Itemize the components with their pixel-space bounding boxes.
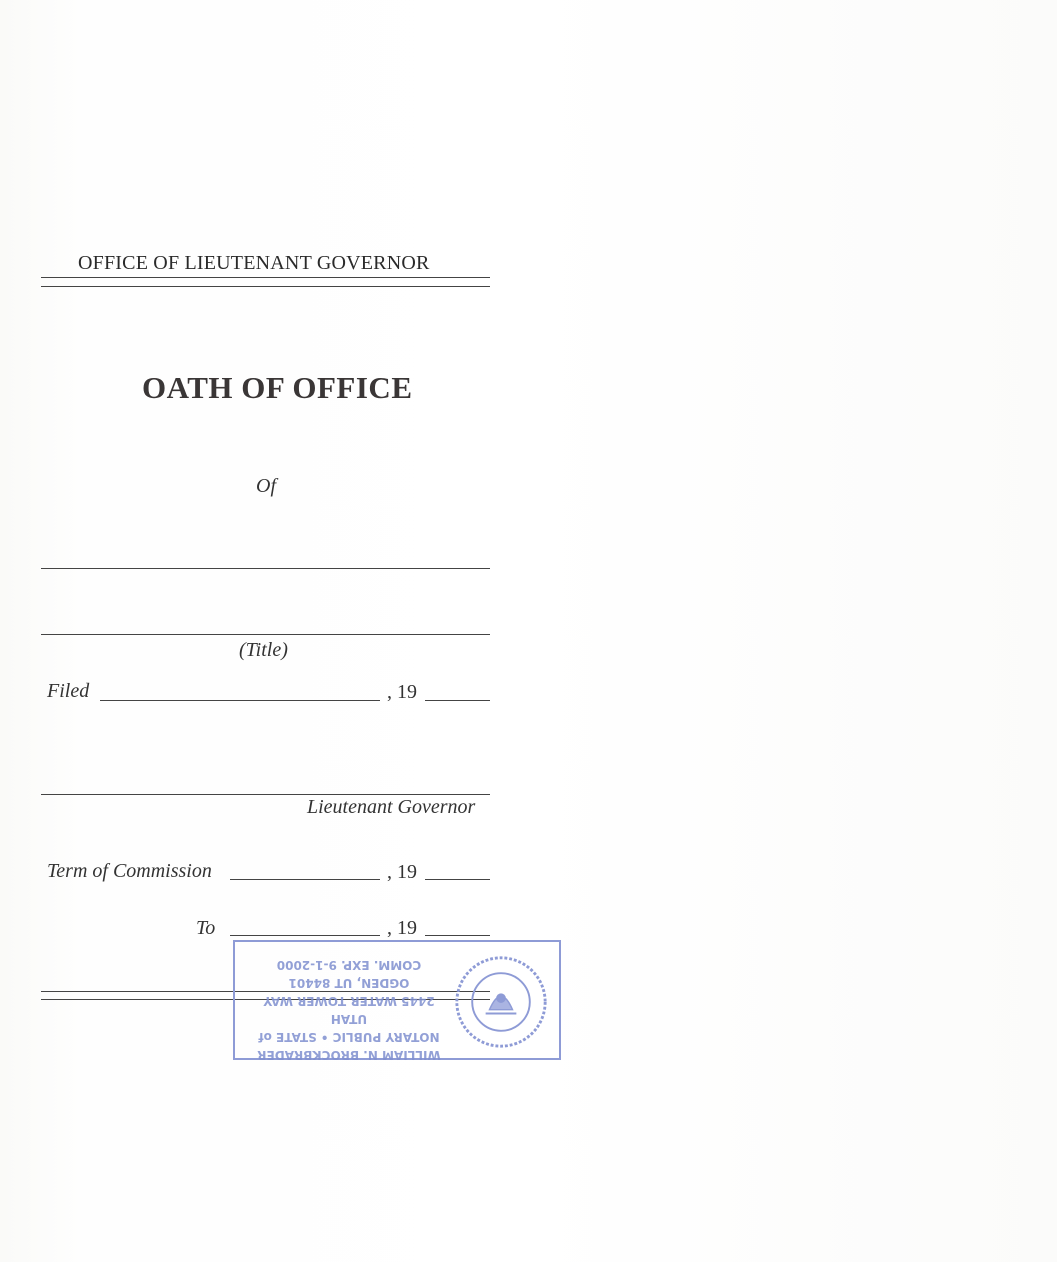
term-year-line[interactable] — [425, 879, 490, 880]
term-year-prefix: , 19 — [387, 861, 417, 883]
bleed-through-text — [650, 288, 655, 311]
notary-seal-icon — [453, 954, 549, 1050]
stamp-line4: OGDEN, UT 84401 — [288, 976, 410, 990]
term-label: Term of Commission — [47, 860, 212, 882]
title-caption: (Title) — [239, 639, 288, 661]
notary-stamp — [233, 940, 561, 1060]
office-rule-bottom — [41, 286, 490, 287]
lt-governor-signature-line[interactable] — [41, 794, 490, 795]
to-label: To — [196, 917, 216, 939]
stamp-name: WILLIAM N. BROCKBRADER — [257, 1048, 441, 1062]
of-label: Of — [256, 475, 276, 497]
stamp-line2: NOTARY PUBLIC • STATE of UTAH — [258, 1012, 440, 1044]
document-title: OATH OF OFFICE — [142, 370, 413, 405]
stamp-line5: COMM. EXP. 9-1-2000 — [276, 958, 422, 972]
filed-year-line[interactable] — [425, 700, 490, 701]
to-year-prefix: , 19 — [387, 917, 417, 939]
to-date-line[interactable] — [230, 935, 380, 936]
name-line[interactable] — [41, 568, 490, 569]
filed-date-line[interactable] — [100, 700, 380, 701]
notary-stamp-text — [241, 956, 457, 1064]
office-heading: OFFICE OF LIEUTENANT GOVERNOR — [78, 252, 430, 274]
office-rule-top — [41, 277, 490, 278]
term-date-line[interactable] — [230, 879, 380, 880]
lt-governor-caption: Lieutenant Governor — [307, 796, 476, 818]
filed-label: Filed — [47, 680, 90, 702]
stamp-line3: 2445 WATER TOWER WAY — [263, 994, 435, 1008]
to-year-line[interactable] — [425, 935, 490, 936]
title-line[interactable] — [41, 634, 490, 635]
filed-year-prefix: , 19 — [387, 681, 417, 703]
